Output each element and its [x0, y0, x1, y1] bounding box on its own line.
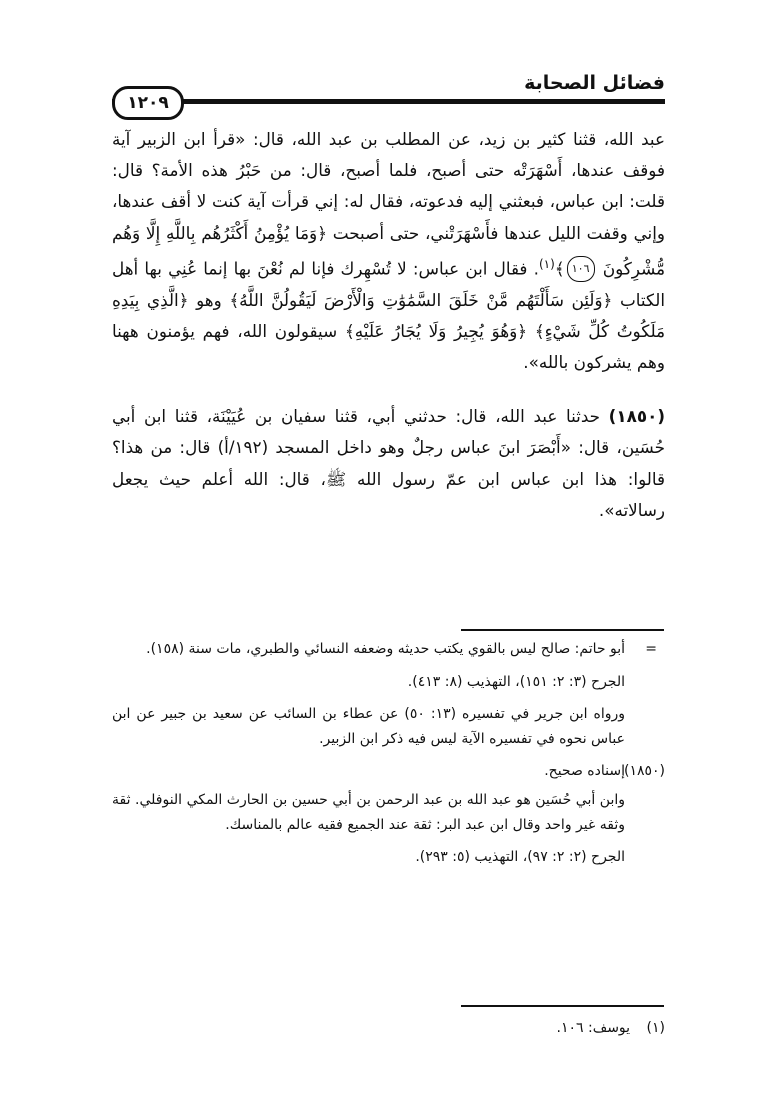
continuation-mark: = [645, 641, 657, 657]
paragraph-2-text: حدثنا عبد الله، قال: حدثني أبي، قثنا سفيان بن عُيَيْنَة، قثنا ابن أبي حُسَين، قال: «أَبْصَرَ ابنَ عباس رجلٌ وهو داخل المسجد (١٩٢/أ) قال: من هذا؟ قالوا: هذا ابن عباس ابن عمّ رسول الله ﷺ، قال: الله أعلم حيث يجعل رسالاته». [112, 406, 665, 520]
footnote [112, 1016, 665, 1040]
note-row [112, 670, 665, 695]
hadith-number: (١٨٥٠) [608, 406, 665, 427]
note-row [112, 788, 665, 838]
note-text: الجرح (٢: ٢: ٩٧)، التهذيب (٥: ٢٩٣). [415, 849, 625, 865]
page-title: فضائل الصحابة [524, 72, 665, 94]
paragraph-2 [112, 401, 665, 526]
note-row [112, 637, 665, 662]
quran-verse-1-close: ﴾ [554, 258, 565, 279]
notes-section [112, 637, 665, 870]
note-text: إسناده صحيح. [544, 763, 625, 779]
main-text [112, 124, 665, 526]
quran-verse-4: ﴿وَهُوَ يُجِيرُ وَلَا يُجَارُ عَلَيْهِ﴾ [344, 320, 528, 341]
header-rule [112, 99, 665, 104]
note-text: الجرح (٣: ٢: ١٥١)، التهذيب (٨: ٤١٣). [407, 674, 625, 690]
note-row [112, 702, 665, 752]
notes-separator [461, 629, 664, 631]
footnote-text: يوسف: ١٠٦. [556, 1020, 631, 1036]
note-row [112, 845, 665, 870]
paragraph-1-middle: . فقال ابن عباس: لا تُسْهِرك فإنا لم نُعْنَ بها إنما عُنِي بها أهل الكتاب [112, 258, 665, 310]
note-text: أبو حاتم: صالح ليس بالقوي يكتب حديثه وضعفه النسائي والطبري، مات سنة (١٥٨). [146, 641, 625, 657]
quran-verse-1: ﴿وَمَا يُؤْمِنُ أَكْثَرُهُم بِاللَّهِ إِلَّا وَهُم مُّشْرِكُونَ [112, 222, 665, 279]
note-row [112, 759, 665, 784]
footnote-separator [461, 1005, 664, 1007]
note-number: (١٨٥٠) [623, 763, 665, 779]
page-header [112, 72, 665, 112]
footnote-number: (١) [646, 1020, 665, 1036]
paragraph-1-lead: عبد الله، قثنا كثير بن زيد، عن المطلب بن عبد الله، قال: «قرأ ابن الزبير آية فوقف عندها، أَسْهَرَتْه حتى أصبح، فلما أصبح، قال: من حَبْرُ هذه الأمة؟ قال: قلت: ابن عباس، فبعثني إليه فدعوته، فقال له: إني قرأت آية كنت لا أقف عندها، وإني وقفت الليل عندها فأَسْهَرَتْني، حتى أصبحت [112, 129, 665, 243]
quran-verse-3: ﴿الَّذِي بِيَدِهِ مَلَكُوتُ كُلِّ شَيْءٍ﴾ [112, 289, 666, 341]
footnote-reference: (١) [538, 256, 555, 271]
quran-verse-2: ﴿وَلَئِن سَأَلْتَهُم مَّنْ خَلَقَ السَّمَٰوَٰتِ وَالْأَرْضَ لَيَقُولُنَّ اللَّهُ﴾ [229, 289, 613, 310]
note-text: ورواه ابن جرير في تفسيره (١٣: ٥٠) عن عطاء بن السائب عن سعيد بن جبير عن ابن عباس نحوه في تفسيره الآية ليس فيه ذكر ابن الزبير. [112, 706, 625, 747]
ayah-number: ١٠٦ [567, 256, 595, 282]
note-text: وابن أبي حُسَين هو عبد الله بن عبد الرحمن بن أبي حسين بن الحارث المكي النوفلي. ثقة وثقه غير واحد وقال ابن عبد البر: ثقة عند الجميع فقيه عالم بالمناسك. [112, 792, 625, 833]
paragraph-1-ending: سيقولون الله، فهم يؤمنون ههنا وهم يشركون بالله». [112, 320, 665, 373]
paragraph-1 [112, 124, 665, 378]
and-he-text: وهو [196, 289, 222, 310]
page-number: ١٢٠٩ [112, 86, 184, 120]
